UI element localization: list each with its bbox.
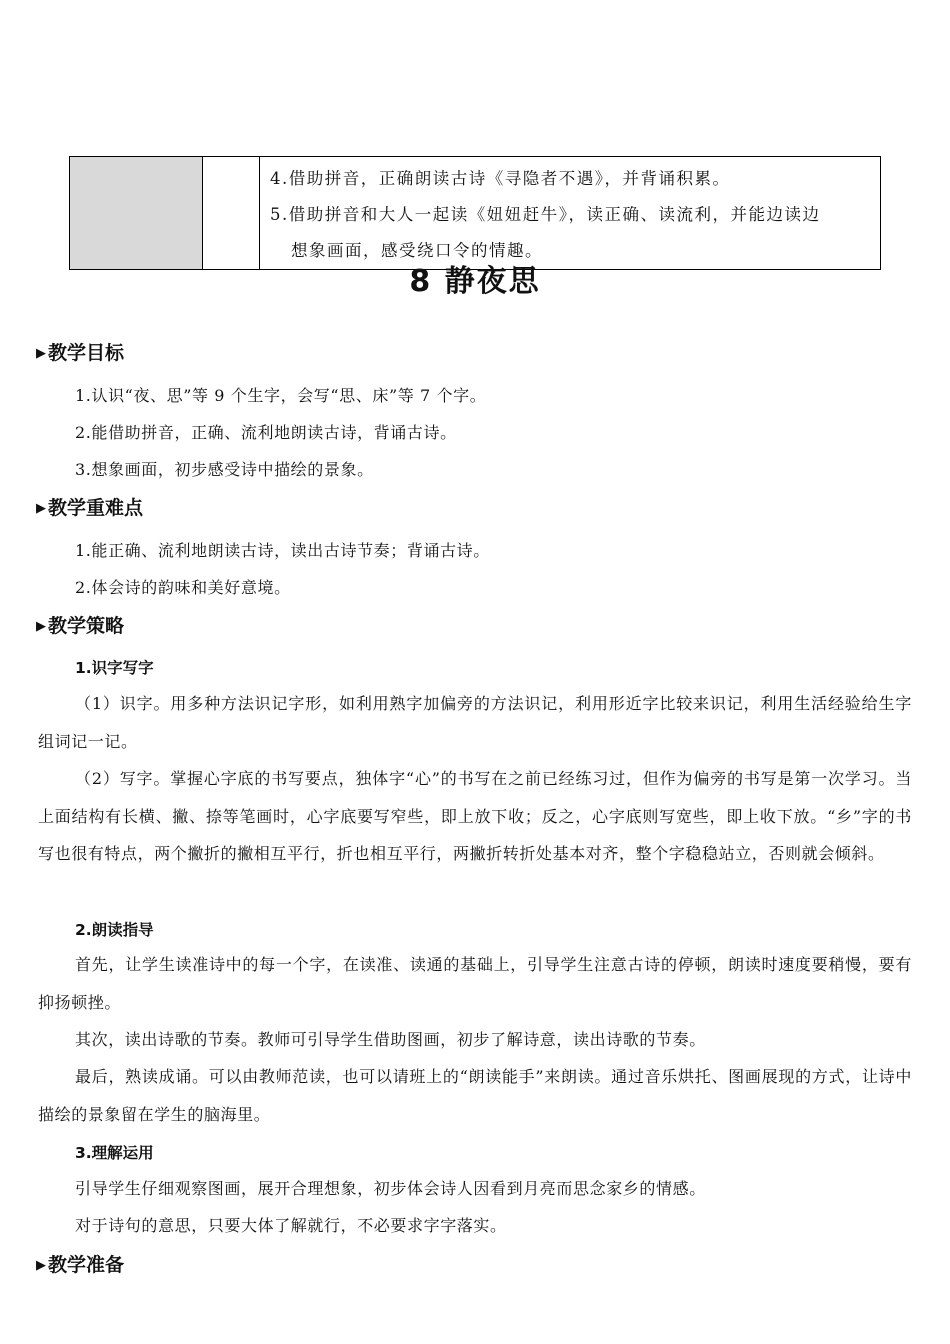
table-empty-cell bbox=[203, 157, 260, 269]
table-item-4: 4.借助拼音，正确朗读古诗《寻隐者不遇》，并背诵积累。 bbox=[270, 169, 731, 188]
triangle-bullet-icon: ▶ bbox=[36, 1258, 46, 1273]
triangle-bullet-icon: ▶ bbox=[36, 346, 46, 361]
lesson-goals-table bbox=[69, 156, 881, 270]
table-label-cell bbox=[70, 157, 203, 269]
subsection-title: 2.朗读指导 bbox=[75, 921, 154, 939]
lesson-title: 8 静夜思 bbox=[409, 264, 541, 299]
section-heading-strategy bbox=[36, 611, 124, 638]
paragraph: （2）写字。掌握心字底的书写要点，独体字“心”的书写在之前已经练习过，但作为偏旁的书写是第一次学习。当上面结构有长横、撇、捺等笔画时，心字底要写窄些，即上放下收；反之，心字底则写宽些，即上收下放。“乡”字的书写也很有特点，两个撇折的撇相互平行，折也相互平行，两撇折转折处基本对齐，整个字稳稳站立，否则就会倾斜。 bbox=[38, 769, 912, 863]
section-heading-label: 教学策略 bbox=[48, 615, 125, 637]
section-heading-label: 教学重难点 bbox=[48, 497, 144, 519]
table-content-cell bbox=[260, 157, 880, 269]
paragraph: （1）识字。用多种方法识记字形，如利用熟字加偏旁的方法识记，利用形近字比较来识记，利用生活经验给生字组词记一记。 bbox=[38, 694, 912, 751]
key-point-item: 1.能正确、流利地朗读古诗，读出古诗节奏；背诵古诗。 bbox=[75, 541, 490, 560]
paragraph: 其次，读出诗歌的节奏。教师可引导学生借助图画，初步了解诗意，读出诗歌的节奏。 bbox=[75, 1030, 706, 1049]
section-heading-label: 教学目标 bbox=[48, 342, 125, 364]
key-point-item: 2.体会诗的韵味和美好意境。 bbox=[75, 578, 291, 597]
subsection-title: 3.理解运用 bbox=[75, 1144, 154, 1162]
section-heading-label: 教学准备 bbox=[48, 1254, 125, 1276]
goal-item: 3.想象画面，初步感受诗中描绘的景象。 bbox=[75, 460, 374, 479]
paragraph: 对于诗句的意思，只要大体了解就行，不必要求字字落实。 bbox=[75, 1216, 507, 1235]
goal-item: 1.认识“夜、思”等 9 个生字，会写“思、床”等 7 个字。 bbox=[75, 386, 487, 405]
table-item-5: 5.借助拼音和大人一起读《妞妞赶牛》，读正确、读流利，并能边读边 bbox=[270, 205, 821, 224]
section-heading-goals bbox=[36, 338, 124, 365]
paragraph: 首先，让学生读准诗中的每一个字，在读准、读通的基础上，引导学生注意古诗的停顿，朗读时速度要稍慢，要有抑扬顿挫。 bbox=[38, 955, 912, 1012]
subsection-title: 1.识字写字 bbox=[75, 659, 154, 677]
triangle-bullet-icon: ▶ bbox=[36, 501, 46, 516]
triangle-bullet-icon: ▶ bbox=[36, 619, 46, 634]
section-heading-key-points bbox=[36, 493, 143, 520]
paragraph: 引导学生仔细观察图画，展开合理想象，初步体会诗人因看到月亮而思念家乡的情感。 bbox=[75, 1179, 706, 1198]
paragraph: 最后，熟读成诵。可以由教师范读，也可以请班上的“朗读能手”来朗读。通过音乐烘托、图画展现的方式，让诗中描绘的景象留在学生的脑海里。 bbox=[38, 1067, 912, 1124]
goal-item: 2.能借助拼音，正确、流利地朗读古诗，背诵古诗。 bbox=[75, 423, 457, 442]
section-heading-prep bbox=[36, 1250, 124, 1277]
table-item-5-continued: 想象画面，感受绕口令的情趣。 bbox=[291, 241, 543, 260]
